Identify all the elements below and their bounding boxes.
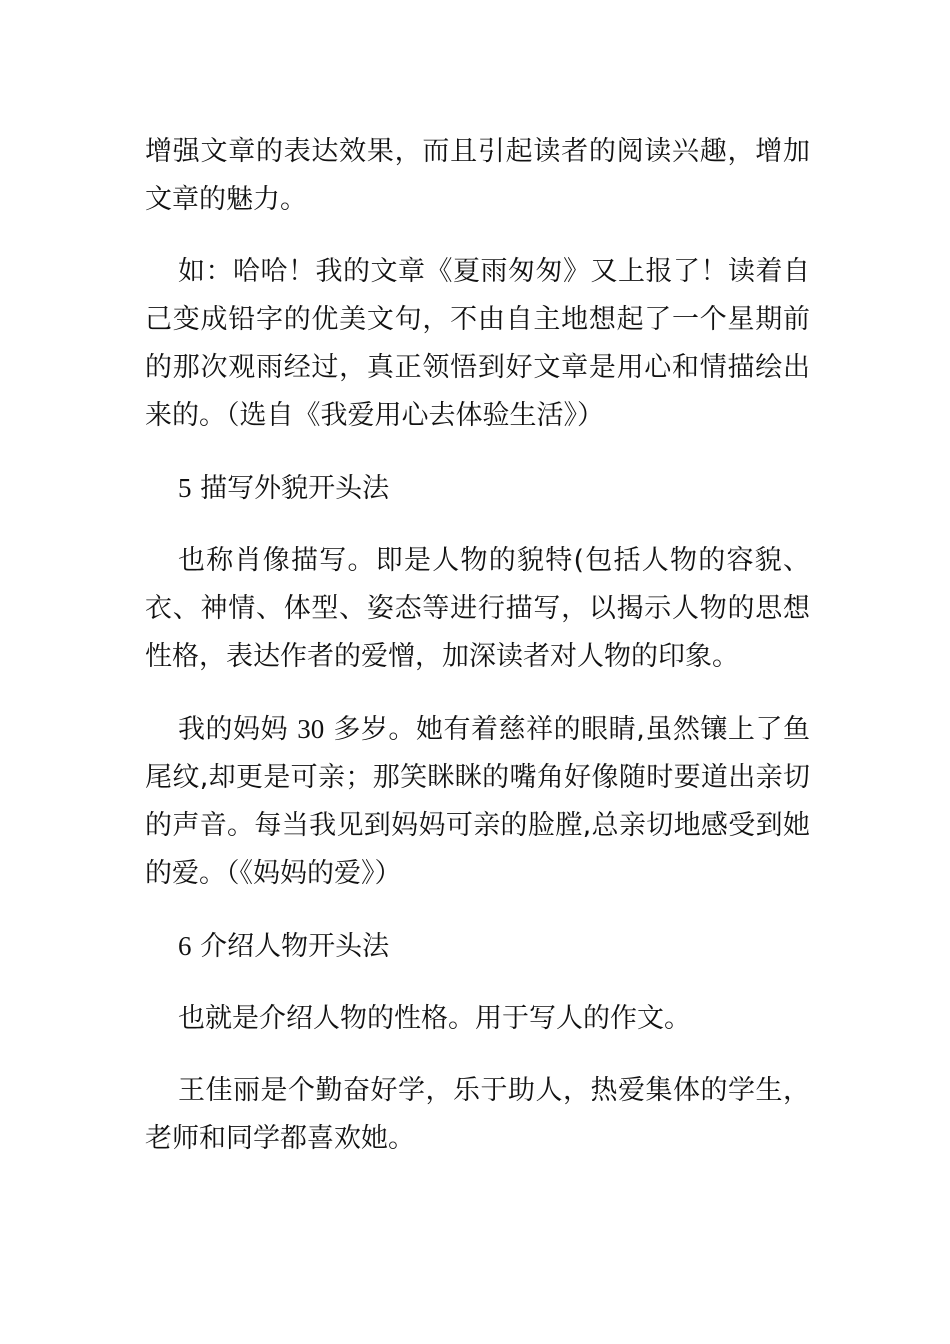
section-heading-6 xyxy=(145,922,810,971)
age-number: 30 xyxy=(297,714,325,744)
paragraph-text-start: 我的妈妈 xyxy=(178,714,289,745)
paragraph-text-end: 多岁。她有着慈祥的眼睛,虽然镶上了鱼尾纹,却更是可亲；那笑眯眯的嘴角好像随时要道出亲切的声音。每当我见到妈妈可亲的脸膛,总亲切地感受到她的爱。（《妈妈的爱》） xyxy=(145,714,810,889)
paragraph-character-intro: 也就是介绍人物的性格。用于写人的作文。 xyxy=(178,1003,691,1034)
paragraph-continuation: 增强文章的表达效果，而且引起读者的阅读兴趣，增加文章的魅力。 xyxy=(145,136,810,215)
paragraph-example-quote: 如：哈哈！我的文章《夏雨匆匆》又上报了！读着自己变成铅字的优美文句，不由自主地想起了一个星期前的那次观雨经过，真正领悟到好文章是用心和情描绘出来的。（选自《我爱用心去体验生活》） xyxy=(145,256,810,431)
section-number: 5 xyxy=(178,473,192,503)
section-title: 介绍人物开头法 xyxy=(200,931,390,962)
document-body xyxy=(145,128,810,1187)
paragraph-mother-example xyxy=(145,705,810,898)
section-heading-5 xyxy=(145,464,810,513)
paragraph-character-example: 王佳丽是个勤奋好学，乐于助人，热爱集体的学生，老师和同学都喜欢她。 xyxy=(145,1075,810,1154)
paragraph-appearance-description: 也称肖像描写。即是人物的貌特(包括人物的容貌、衣、神情、体型、姿态等进行描写，以揭示人物的思想性格，表达作者的爱憎，加深读者对人物的印象。 xyxy=(145,545,810,672)
section-number: 6 xyxy=(178,931,192,961)
section-title: 描写外貌开头法 xyxy=(200,473,390,504)
